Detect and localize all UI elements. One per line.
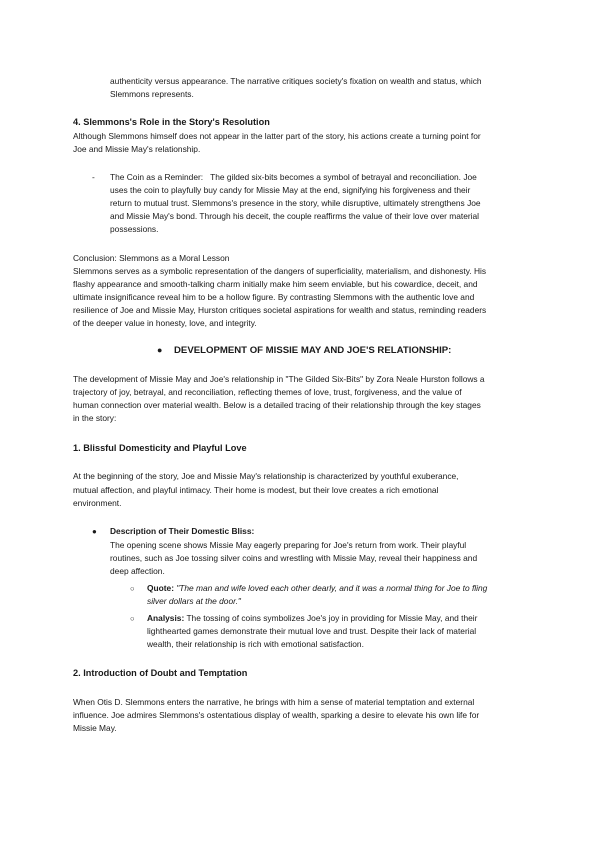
- conclusion-heading: Conclusion: Slemmons as a Moral Lesson: [73, 253, 230, 263]
- paragraph-line: trajectory of joy, betrayal, and reconciliation, reflecting themes of love, trust, forgiveness, and the value of: [73, 387, 462, 397]
- analysis-line: wealth, their relationship is rich with emotional satisfaction.: [147, 639, 364, 649]
- paragraph-line: When Otis D. Slemmons enters the narrative, he brings with him a sense of material temptation and external: [73, 697, 475, 707]
- analysis-text: The tossing of coins symbolizes Joe's joy in providing for Missie May, and their: [186, 613, 478, 623]
- heading-bullet: ●: [157, 345, 163, 355]
- paragraph-line: Missie May.: [73, 723, 117, 733]
- section-heading: 4. Slemmons's Role in the Story's Resolution: [73, 117, 270, 127]
- circle-bullet: ○: [130, 584, 135, 593]
- bullet-line: and Missie May's bond. Through his deceit, the couple reaffirms the value of their love over material: [110, 211, 480, 221]
- paragraph-line: Slemmons serves as a symbolic representation of the dangers of superficiality, materialism, and dishonesty. His: [73, 266, 487, 276]
- main-heading: DEVELOPMENT OF MISSIE MAY AND JOE'S RELATIONSHIP:: [174, 345, 452, 356]
- sub-line: The opening scene shows Missie May eagerly preparing for Joe's return from work. Their playful: [110, 540, 467, 550]
- quote-line: silver dollars at the door.": [147, 596, 241, 606]
- circle-bullet: ○: [130, 614, 135, 623]
- quote-text: "The man and wife loved each other dearly, and it was a normal thing for Joe to fling: [176, 583, 488, 593]
- bullet-line: possessions.: [110, 224, 159, 234]
- paragraph-line: of the deeper value in honesty, love, and integrity.: [73, 318, 257, 328]
- quote-label: Quote:: [147, 583, 174, 593]
- bullet-label: The Coin as a Reminder:: [110, 172, 204, 182]
- paragraph-line: influence. Joe admires Slemmons's ostentatious display of wealth, sparking a desire to elevate his own life for: [73, 710, 480, 720]
- paragraph-line: resilience of Joe and Missie May, Hurston critiques societal aspirations for wealth and status, reminding readers: [73, 305, 487, 315]
- sub-line: routines, such as Joe tossing silver coins and wrestling with Missie May, reveal their happiness and: [110, 553, 478, 563]
- quote-line: [147, 582, 487, 595]
- bullet-text: The gilded six-bits becomes a symbol of betrayal and reconciliation. Joe: [210, 172, 477, 182]
- section-heading: 1. Blissful Domesticity and Playful Love: [73, 443, 247, 453]
- paragraph-line: ultimate insignificance reveal him to be a hollow figure. By contrasting Slemmons with the authentic love and: [73, 292, 475, 302]
- sub-line: deep affection.: [110, 566, 165, 576]
- paragraph-line: Although Slemmons himself does not appear in the latter part of the story, his actions create a turning point for: [73, 131, 481, 141]
- bullet-line: uses the coin to playfully buy candy for Missie May at the end, signifying his forgiveness and their: [110, 185, 471, 195]
- paragraph-line: Joe and Missie May's relationship.: [73, 144, 201, 154]
- continuation-line: Slemmons represents.: [110, 89, 194, 99]
- continuation-line: authenticity versus appearance. The narrative critiques society's fixation on wealth and status, which: [110, 76, 482, 86]
- paragraph-line: The development of Missie May and Joe's relationship in "The Gilded Six-Bits" by Zora Neale Hurston follows a: [73, 374, 485, 384]
- sub-heading: Description of Their Domestic Bliss:: [110, 526, 255, 536]
- bullet-line: [110, 171, 477, 184]
- paragraph-line: mutual affection, and playful intimacy. Their home is modest, but their love creates a rich emotional: [73, 485, 439, 495]
- sub-bullet: ●: [92, 527, 97, 536]
- paragraph-line: environment.: [73, 498, 122, 508]
- paragraph-line: human connection over material wealth. Below is a detailed tracing of their relationship through the key stages: [73, 400, 481, 410]
- dash-bullet: -: [92, 172, 95, 182]
- paragraph-line: in the story:: [73, 413, 117, 423]
- analysis-line: lighthearted games demonstrate their mutual love and trust. Despite their lack of material: [147, 626, 477, 636]
- paragraph-line: At the beginning of the story, Joe and Missie May's relationship is characterized by youthful exuberance,: [73, 471, 459, 481]
- paragraph-line: flashy appearance and smooth-talking charm initially make him seem enviable, but his cowardice, deceit, and: [73, 279, 478, 289]
- section-heading: 2. Introduction of Doubt and Temptation: [73, 668, 248, 678]
- bullet-line: return to mutual trust. Slemmons's presence in the story, while disruptive, ultimately strengthens Joe: [110, 198, 481, 208]
- analysis-line: [147, 612, 477, 625]
- analysis-label: Analysis:: [147, 613, 185, 623]
